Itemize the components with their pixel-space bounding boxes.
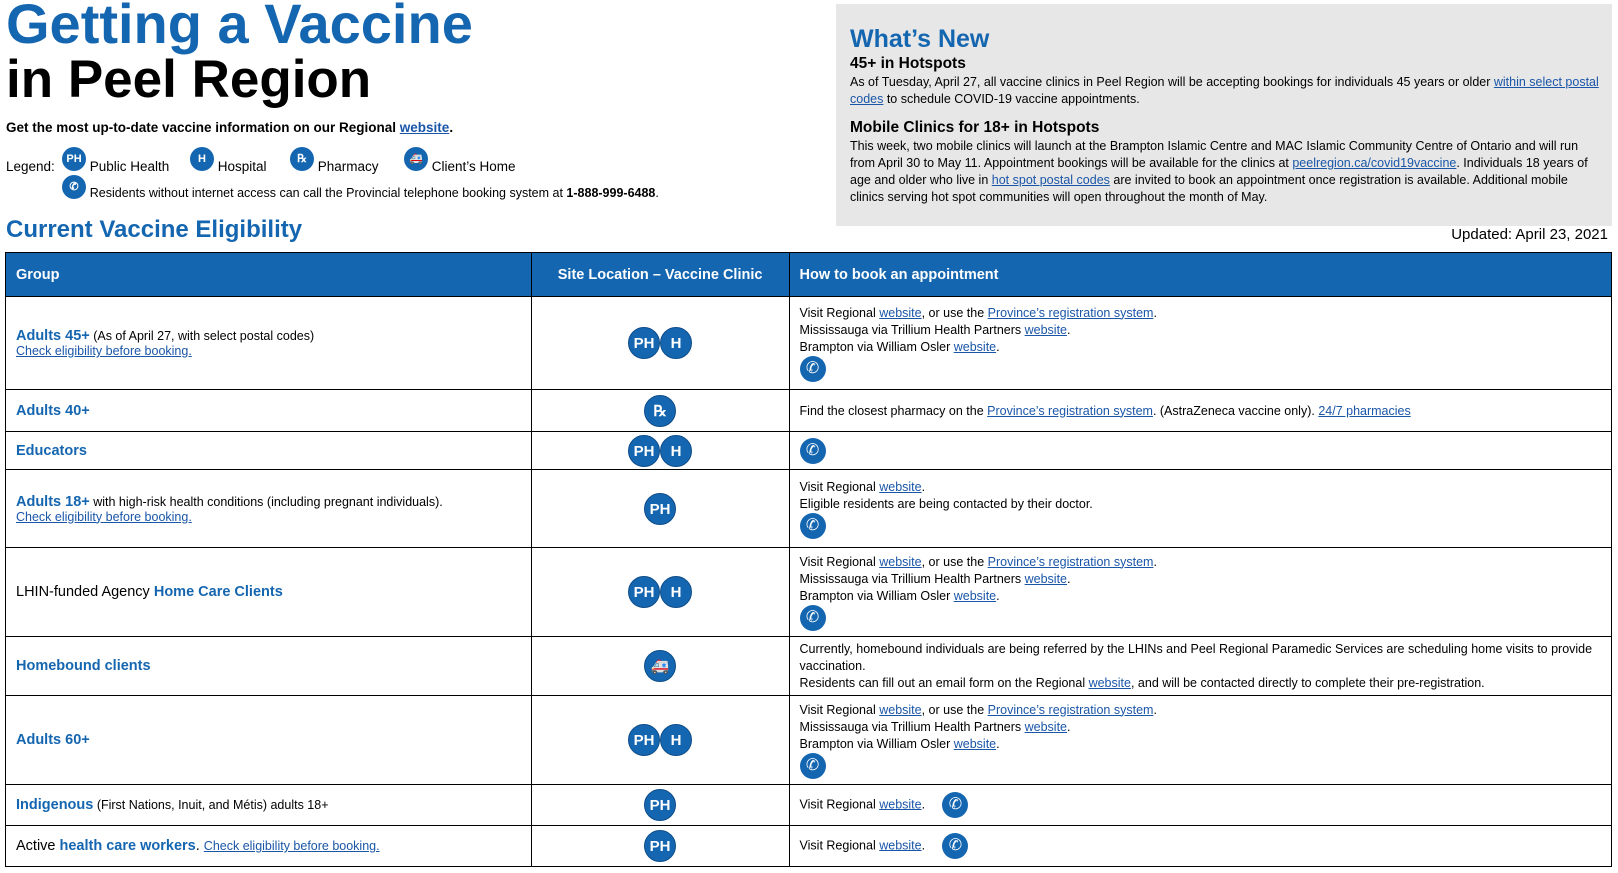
legend-clients-home	[404, 147, 516, 174]
page-title-line1: Getting a Vaccine	[6, 0, 473, 55]
peelregion-link[interactable]: peelregion.ca/covid19vaccine	[1292, 156, 1457, 170]
group-name: Homebound clients	[16, 658, 151, 674]
phone-icon: ✆	[800, 513, 826, 539]
news-p2-text: This week, two mobile clinics will launch at the Brampton Islamic Centre and MAC Islamic Community Centre of Ontario and will run from April 30 to May 11. Appointment bookings will be available for the clinics at	[850, 139, 1579, 170]
phone-number: 1-888-999-6488	[566, 185, 656, 200]
legend-hospital-label: Hospital	[217, 158, 267, 174]
osler-website-link[interactable]: website	[953, 736, 997, 751]
book-text: .	[1067, 719, 1071, 734]
trillium-website-link[interactable]: website	[1024, 571, 1067, 586]
phone-icon: ✆	[800, 753, 826, 779]
pharmacies-link[interactable]: 24/7 pharmacies	[1318, 403, 1411, 418]
legend-phone-end: .	[655, 185, 659, 200]
ambulance-icon: 🚑	[644, 650, 676, 682]
news-p1-text: As of Tuesday, April 27, all vaccine clinics in Peel Region will be accepting bookings for individuals 45 years or older	[850, 75, 1494, 89]
book-text: Visit Regional	[799, 838, 880, 853]
phone-icon: ✆	[800, 605, 826, 631]
book-text: Visit Regional	[799, 702, 880, 717]
phone-icon: ✆	[800, 356, 826, 382]
site-cell	[531, 470, 789, 548]
book-text: Currently, homebound individuals are being referred by the LHINs and Peel Regional Paramedic Services are scheduling home visits to provide vaccination.	[799, 641, 1593, 673]
site-cell	[531, 548, 789, 637]
book-text: , or use the	[921, 702, 988, 717]
regional-website-link[interactable]: website	[879, 797, 922, 812]
group-note: with high-risk health conditions (including pregnant individuals).	[89, 494, 443, 509]
public-health-icon: PH	[644, 789, 676, 821]
table-row	[6, 390, 1612, 432]
group-name: Adults 45+	[16, 328, 90, 344]
intro-text	[6, 120, 453, 135]
book-text: Residents can fill out an email form on the Regional	[799, 675, 1089, 690]
hospital-icon: H	[190, 147, 214, 171]
table-header-row	[6, 253, 1612, 297]
group-prefix: Active	[16, 838, 60, 854]
book-text: .	[1067, 571, 1071, 586]
book-text: .	[921, 838, 926, 853]
group-name: Home Care Clients	[153, 584, 283, 600]
hospital-icon: H	[660, 576, 692, 608]
site-cell	[531, 696, 789, 785]
book-cell	[789, 297, 1611, 390]
table-row	[6, 297, 1612, 390]
group-note: (First Nations, Inuit, and Métis) adults 18+	[93, 798, 329, 812]
book-text: .	[996, 736, 1000, 751]
book-text: .	[1153, 702, 1157, 717]
regional-website-link[interactable]: website	[1088, 675, 1131, 690]
legend-label: Legend:	[6, 159, 55, 174]
book-text: .	[1153, 554, 1157, 569]
table-row	[6, 432, 1612, 470]
book-text: .	[996, 339, 1000, 354]
phone-icon: ✆	[62, 175, 86, 199]
public-health-icon: PH	[628, 327, 660, 359]
book-cell	[789, 432, 1611, 470]
book-text: Visit Regional	[799, 554, 880, 569]
book-text: Eligible residents are being contacted by their doctor.	[799, 496, 1093, 511]
public-health-icon: PH	[62, 147, 86, 171]
intro-label: Get the most up-to-date vaccine information on our Regional	[6, 120, 400, 135]
book-text: .	[921, 479, 926, 494]
province-registration-link[interactable]: Province’s registration system	[987, 305, 1154, 320]
legend-public-health-label: Public Health	[89, 158, 170, 174]
whats-new-title: What’s New	[850, 25, 990, 53]
section-title: Current Vaccine Eligibility	[6, 216, 303, 243]
trillium-website-link[interactable]: website	[1024, 719, 1067, 734]
check-eligibility-link[interactable]: Check eligibility before booking.	[16, 509, 192, 524]
eligibility-table	[5, 252, 1612, 867]
legend-phone-label: Residents without internet access can call the Provincial telephone booking system at	[89, 185, 567, 200]
check-eligibility-link[interactable]: Check eligibility before booking.	[203, 839, 380, 853]
regional-website-link[interactable]: website	[879, 702, 922, 717]
news-paragraph-hotspots	[850, 74, 1600, 108]
book-text: , or use the	[921, 554, 988, 569]
table-row	[6, 470, 1612, 548]
pharmacy-icon: ℞	[644, 395, 676, 427]
book-text: Brampton via William Osler	[799, 736, 954, 751]
news-p2-mid: . Individuals 18 years of age and older who live in	[850, 156, 1588, 187]
legend-phone	[62, 175, 659, 199]
group-cell	[6, 826, 532, 867]
group-name: Adults 40+	[16, 402, 90, 419]
regional-website-link[interactable]: website	[879, 305, 922, 320]
regional-website-link[interactable]: website	[879, 838, 922, 853]
page-title-line2: in Peel Region	[6, 50, 372, 109]
header-book: How to book an appointment	[789, 253, 1611, 297]
news-heading-mobile: Mobile Clinics for 18+ in Hotspots	[850, 119, 1100, 136]
header-site: Site Location – Vaccine Clinic	[531, 253, 789, 297]
legend-public-health	[62, 147, 170, 174]
group-cell	[6, 390, 532, 432]
book-text: Mississauga via Trillium Health Partners	[799, 322, 1025, 337]
group-name: Adults 60+	[16, 732, 90, 748]
phone-icon: ✆	[942, 833, 968, 859]
group-name: Indigenous	[16, 797, 94, 813]
province-registration-link[interactable]: Province’s registration system	[987, 702, 1154, 717]
book-text: , or use the	[921, 305, 988, 320]
book-text: Brampton via William Osler	[799, 588, 954, 603]
book-text: .	[1067, 322, 1071, 337]
intro-website-link[interactable]: website	[399, 120, 450, 135]
group-cell	[6, 297, 532, 390]
book-text: Brampton via William Osler	[799, 339, 954, 354]
site-cell	[531, 297, 789, 390]
public-health-icon: PH	[644, 493, 676, 525]
book-text: Visit Regional	[799, 797, 880, 812]
book-text: Find the closest pharmacy on the	[799, 403, 988, 418]
legend-hospital	[190, 147, 267, 174]
postal-codes-link[interactable]: within select postal codes	[850, 75, 1599, 106]
book-cell	[789, 548, 1611, 637]
check-eligibility-link[interactable]: Check eligibility before booking.	[16, 344, 192, 358]
book-text: . (AstraZeneca vaccine only).	[1152, 403, 1319, 418]
book-text: Mississauga via Trillium Health Partners	[799, 571, 1025, 586]
news-p1-end: to schedule COVID-19 vaccine appointments.	[883, 92, 1140, 106]
osler-website-link[interactable]: website	[953, 339, 997, 354]
table-row	[6, 785, 1612, 826]
public-health-icon: PH	[628, 724, 660, 756]
legend-clients-home-label: Client’s Home	[431, 158, 516, 174]
site-cell	[531, 826, 789, 867]
legend-phone-text	[90, 186, 659, 200]
public-health-icon: PH	[628, 576, 660, 608]
hospital-icon: H	[660, 435, 692, 467]
group-cell	[6, 548, 532, 637]
updated-date: Updated: April 23, 2021	[1451, 226, 1608, 243]
group-prefix: LHIN-funded Agency	[16, 584, 154, 600]
book-cell	[789, 826, 1611, 867]
book-text: Visit Regional	[799, 305, 880, 320]
group-cell	[6, 637, 532, 696]
trillium-website-link[interactable]: website	[1024, 322, 1067, 337]
group-after: .	[195, 838, 204, 854]
osler-website-link[interactable]: website	[953, 588, 997, 603]
book-cell	[789, 390, 1611, 432]
public-health-icon: PH	[644, 830, 676, 862]
table-row	[6, 637, 1612, 696]
legend-pharmacy	[290, 147, 379, 174]
group-name: health care workers	[59, 838, 196, 854]
table-row	[6, 548, 1612, 637]
phone-icon: ✆	[942, 792, 968, 818]
book-cell	[789, 696, 1611, 785]
group-cell	[6, 696, 532, 785]
group-cell	[6, 470, 532, 548]
province-registration-link[interactable]: Province’s registration system	[987, 403, 1153, 418]
group-note: (As of April 27, with select postal codes)	[89, 329, 315, 343]
table-row	[6, 696, 1612, 785]
book-text: .	[996, 588, 1000, 603]
province-registration-link[interactable]: Province’s registration system	[987, 554, 1154, 569]
book-cell	[789, 637, 1611, 696]
pharmacy-icon: ℞	[290, 147, 314, 171]
ambulance-icon: 🚑	[404, 147, 428, 171]
site-cell	[531, 432, 789, 470]
group-name: Adults 18+	[16, 493, 90, 510]
site-cell	[531, 390, 789, 432]
book-cell	[789, 470, 1611, 548]
regional-website-link[interactable]: website	[879, 554, 922, 569]
phone-icon: ✆	[800, 438, 826, 464]
regional-website-link[interactable]: website	[879, 479, 922, 494]
book-text: Mississauga via Trillium Health Partners	[799, 719, 1025, 734]
book-text: .	[1153, 305, 1157, 320]
hospital-icon: H	[660, 724, 692, 756]
news-paragraph-mobile	[850, 138, 1600, 206]
group-name: Educators	[16, 442, 87, 459]
legend-pharmacy-label: Pharmacy	[317, 158, 379, 174]
book-text: Visit Regional	[799, 479, 880, 494]
site-cell	[531, 637, 789, 696]
group-cell	[6, 785, 532, 826]
book-text: .	[921, 797, 926, 812]
public-health-icon: PH	[628, 435, 660, 467]
group-cell	[6, 432, 532, 470]
table-row	[6, 826, 1612, 867]
news-p2-end: are invited to book an appointment once registration is available. Additional mobile clinics serving hot spot communities will open throughout the month of May.	[850, 173, 1568, 204]
book-cell	[789, 785, 1611, 826]
site-cell	[531, 785, 789, 826]
book-text: , and will be contacted directly to complete their pre-registration.	[1130, 675, 1485, 690]
header-group: Group	[6, 253, 532, 297]
hot-spot-postal-codes-link[interactable]: hot spot postal codes	[991, 173, 1110, 187]
hospital-icon: H	[660, 327, 692, 359]
whats-new-panel	[836, 4, 1612, 226]
news-heading-hotspots: 45+ in Hotspots	[850, 55, 966, 72]
intro-end: .	[449, 120, 454, 135]
